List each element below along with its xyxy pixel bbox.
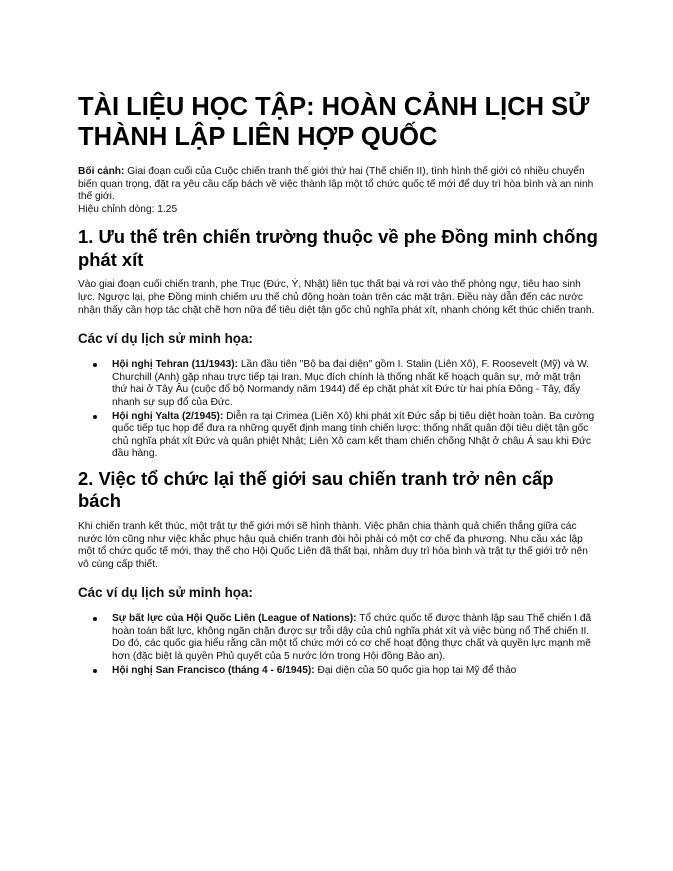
bullet-icon xyxy=(93,363,97,367)
bullet-icon xyxy=(93,415,97,419)
examples-list xyxy=(78,359,598,461)
line-height-note: Hiệu chỉnh dòng: 1.25 xyxy=(78,203,178,215)
examples-list xyxy=(78,613,598,677)
intro-text: Giai đoạn cuối của Cuộc chiến tranh thế giới thứ hai (Thế chiến II), tình hình thế giới có nhiều chuyển biến quan trọng, đặt ra yêu cầu cấp bách về việc thành lập một tổ chức quốc tế mới để duy trì hòa bình và an ninh thế giới. xyxy=(78,166,594,203)
example-text: Diễn ra tại Crimea (Liên Xô) khi phát xít Đức sắp bị tiêu diệt hoàn toàn. Ba cường quốc tiếp tục họp để đưa ra những quyết định mang tính chiến lược: thống nhất quân đội tiêu diệt tận gốc chủ nghĩa phát xít Đức và quân phiệt Nhật; Liên Xô cam kết tham chiến chống Nhật ở châu Á sau khi Đức đầu hàng. xyxy=(112,410,595,460)
example-label: Sự bất lực của Hội Quốc Liên (League of Nations): xyxy=(112,613,357,625)
examples-heading: Các ví dụ lịch sử minh họa: xyxy=(78,585,253,601)
example-text: Đại diện của 50 quốc gia họp tại Mỹ để thảo xyxy=(314,664,517,676)
example-text: Lần đầu tiên "Bộ ba đại diện" gồm I. Stalin (Liên Xô), F. Roosevelt (Mỹ) và W. Churchill (Anh) gặp nhau trực tiếp tại Iran. Mục đích chính là thống nhất kế hoạch quân sự, mở mặt trận thứ hai ở Tây Âu (cuộc đổ bộ Normandy năm 1944) để ép chặt phát xít Đức từ hai phía Đông - Tây, đẩy nhanh sự sụp đổ của Đức. xyxy=(112,359,590,408)
list-item xyxy=(112,665,598,678)
example-label: Hội nghị Yalta (2/1945): xyxy=(112,410,224,422)
list-item xyxy=(112,411,598,461)
example-label: Hội nghị San Francisco (tháng 4 - 6/1945): xyxy=(112,664,315,676)
section-heading: 2. Việc tổ chức lại thế giới sau chiến tranh trở nên cấp bách xyxy=(78,467,554,512)
example-text: Tổ chức quốc tế được thành lập sau Thế chiến I đã hoàn toàn bất lực, không ngăn chặn được sự trỗi dậy của chủ nghĩa phát xít và việc bùng nổ Thế chiến II. Do đó, các quốc gia hiểu rằng cần một tổ chức mới có cơ chế hoạt động thực chất và quyền lực mạnh mẽ hơn (đặc biệt là quyền Phủ quyết của 5 nước lớn trong Hội đồng Bảo an). xyxy=(112,613,592,663)
list-item xyxy=(112,613,598,663)
document-title: TÀI LIỆU HỌC TẬP: HOÀN CẢNH LỊCH SỬ THÀNH LẬP LIÊN HỢP QUỐC xyxy=(78,93,590,151)
section-body: Vào giai đoạn cuối chiến tranh, phe Trục (Đức, Ý, Nhật) liên tục thất bại và rơi vào thế phòng ngự, tiêu hao sinh lực. Ngược lại, phe Đồng minh chiếm ưu thế chủ động hoàn toàn trên các mặt trận. Điều này dẫn đến các nước nhận thấy cần hợp tác chặt chẽ hơn nữa để tiêu diệt tận gốc chủ nghĩa phát xít, nhanh chóng kết thúc chiến tranh. xyxy=(78,279,595,316)
bullet-icon xyxy=(93,617,97,621)
document-page xyxy=(78,92,598,678)
intro-label: Bối cảnh: xyxy=(78,166,125,177)
section-heading: 1. Ưu thế trên chiến trường thuộc về phe Đồng minh chống phát xít xyxy=(78,226,598,270)
intro-paragraph xyxy=(78,166,598,204)
section-body: Khi chiến tranh kết thúc, một trật tự thế giới mới sẽ hình thành. Việc phân chia thành quả chiến thắng giữa các nước lớn cũng như việc khắc phục hậu quả chiến tranh đòi hỏi phải có một cơ chế đa phương. Nhu cầu xác lập một tổ chức quốc tế mới, thay thế cho Hội Quốc Liên đã thất bại, nhằm duy trì hòa bình và trật tự thế giới trở nên vô cùng cấp thiết. xyxy=(78,520,588,570)
examples-heading: Các ví dụ lịch sử minh họa: xyxy=(78,331,253,347)
example-label: Hội nghị Tehran (11/1943): xyxy=(112,359,239,371)
bullet-icon xyxy=(93,669,97,673)
list-item xyxy=(112,359,598,409)
